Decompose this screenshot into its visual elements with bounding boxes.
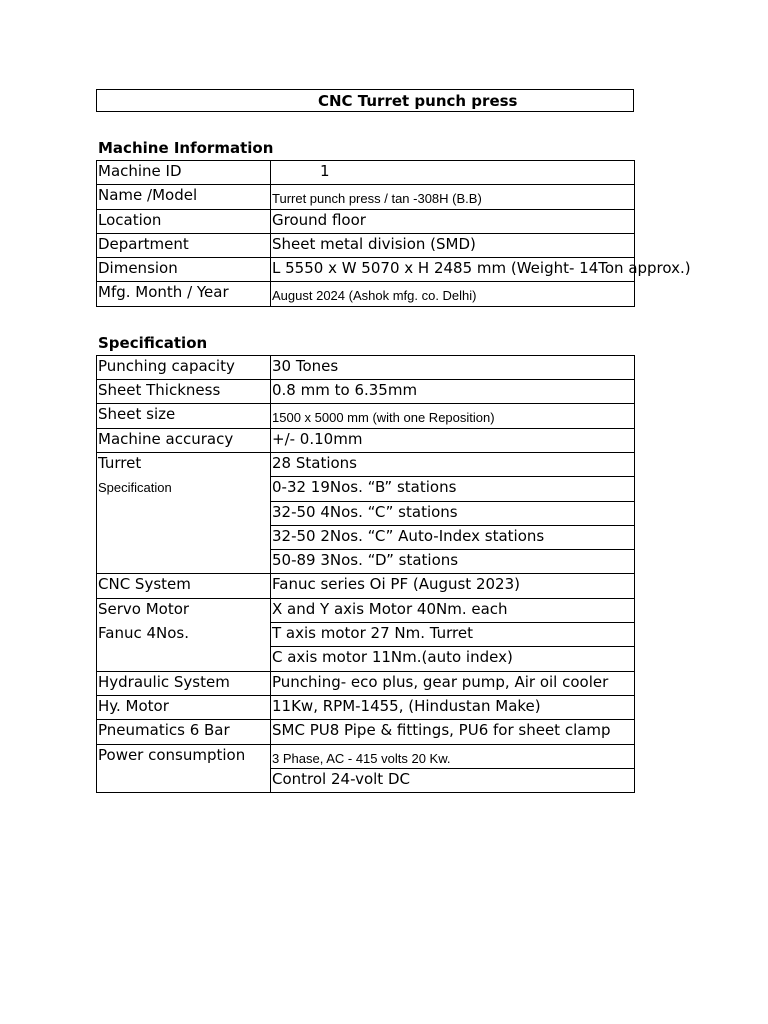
document-page [96, 89, 691, 793]
table-row [97, 380, 635, 404]
table-row [97, 598, 635, 622]
row-label: Location [97, 209, 271, 233]
row-value: 11Kw, RPM-1455, (Hindustan Make) [271, 695, 635, 719]
row-label: Sheet size [97, 404, 271, 428]
turret-label: Turret [98, 453, 142, 472]
row-value: Sheet metal division (SMD) [271, 233, 635, 257]
table-row [97, 574, 635, 598]
row-value: Fanuc series Oi PF (August 2023) [271, 574, 635, 598]
row-label: Dimension [97, 258, 271, 282]
row-value: 50-89 3Nos. “D” stations [271, 550, 635, 574]
sheet-size-value: 1500 x 5000 mm (with one Reposition) [272, 410, 495, 426]
row-value: C axis motor 11Nm.(auto index) [271, 647, 635, 671]
row-value: 0.8 mm to 6.35mm [271, 380, 635, 404]
row-value [271, 404, 635, 428]
table-row [97, 282, 635, 306]
servo-sublabel: Fanuc 4Nos. [98, 623, 189, 642]
row-value [271, 185, 635, 209]
table-row [97, 720, 635, 744]
power-value: 3 Phase, AC - 415 volts 20 Kw. [272, 750, 451, 766]
row-value: L 5550 x W 5070 x H 2485 mm (Weight- 14Ton approx.) [271, 258, 635, 282]
row-value: 28 Stations [271, 452, 635, 476]
table-row [97, 185, 635, 209]
row-label: CNC System [97, 574, 271, 598]
power-label: Power consumption [98, 745, 246, 764]
turret-sublabel: Specification [98, 479, 172, 495]
table-row [97, 209, 635, 233]
row-value [271, 282, 635, 306]
table-row [97, 233, 635, 257]
table-row [97, 258, 635, 282]
row-value [271, 744, 635, 768]
row-value: X and Y axis Motor 40Nm. each [271, 598, 635, 622]
mfg-value: August 2024 (Ashok mfg. co. Delhi) [272, 288, 477, 304]
servo-label: Servo Motor [98, 599, 190, 618]
machine-information-heading: Machine Information [98, 139, 274, 157]
row-value: +/- 0.10mm [271, 428, 635, 452]
row-value: 32-50 2Nos. “C” Auto-Index stations [271, 525, 635, 549]
table-row [97, 671, 635, 695]
row-value: T axis motor 27 Nm. Turret [271, 623, 635, 647]
row-label: Pneumatics 6 Bar [97, 720, 271, 744]
servo-label-cell [97, 598, 271, 671]
machine-information-table [96, 160, 691, 307]
row-value: 32-50 4Nos. “C” stations [271, 501, 635, 525]
row-label: Hy. Motor [97, 695, 271, 719]
row-value: SMC PU8 Pipe & fittings, PU6 for sheet clamp [271, 720, 635, 744]
row-value [271, 161, 635, 185]
row-label: Machine ID [97, 161, 271, 185]
specification-table [96, 355, 635, 793]
row-label: Department [97, 233, 271, 257]
table-row [97, 161, 635, 185]
row-label: Hydraulic System [97, 671, 271, 695]
row-value: Control 24-volt DC [271, 768, 635, 792]
model-value: Turret punch press / tan -308H (B.B) [272, 191, 482, 207]
row-label: Punching capacity [97, 355, 271, 379]
row-value: Ground floor [271, 209, 635, 233]
row-label: Mfg. Month / Year [97, 282, 271, 306]
row-label: Machine accuracy [97, 428, 271, 452]
turret-label-cell [97, 452, 271, 573]
table-row [97, 744, 635, 768]
document-title: CNC Turret punch press [96, 89, 634, 112]
table-row [97, 695, 635, 719]
row-label: Sheet Thickness [97, 380, 271, 404]
row-value: 30 Tones [271, 355, 635, 379]
power-label-cell [97, 744, 271, 793]
machine-id-value: 1 [320, 162, 330, 180]
table-row [97, 428, 635, 452]
table-row [97, 404, 635, 428]
table-row [97, 355, 635, 379]
row-value: Punching- eco plus, gear pump, Air oil cooler [271, 671, 635, 695]
row-label: Name /Model [97, 185, 271, 209]
row-value: 0-32 19Nos. “B” stations [271, 477, 635, 501]
table-row [97, 452, 635, 476]
specification-heading: Specification [98, 333, 208, 352]
